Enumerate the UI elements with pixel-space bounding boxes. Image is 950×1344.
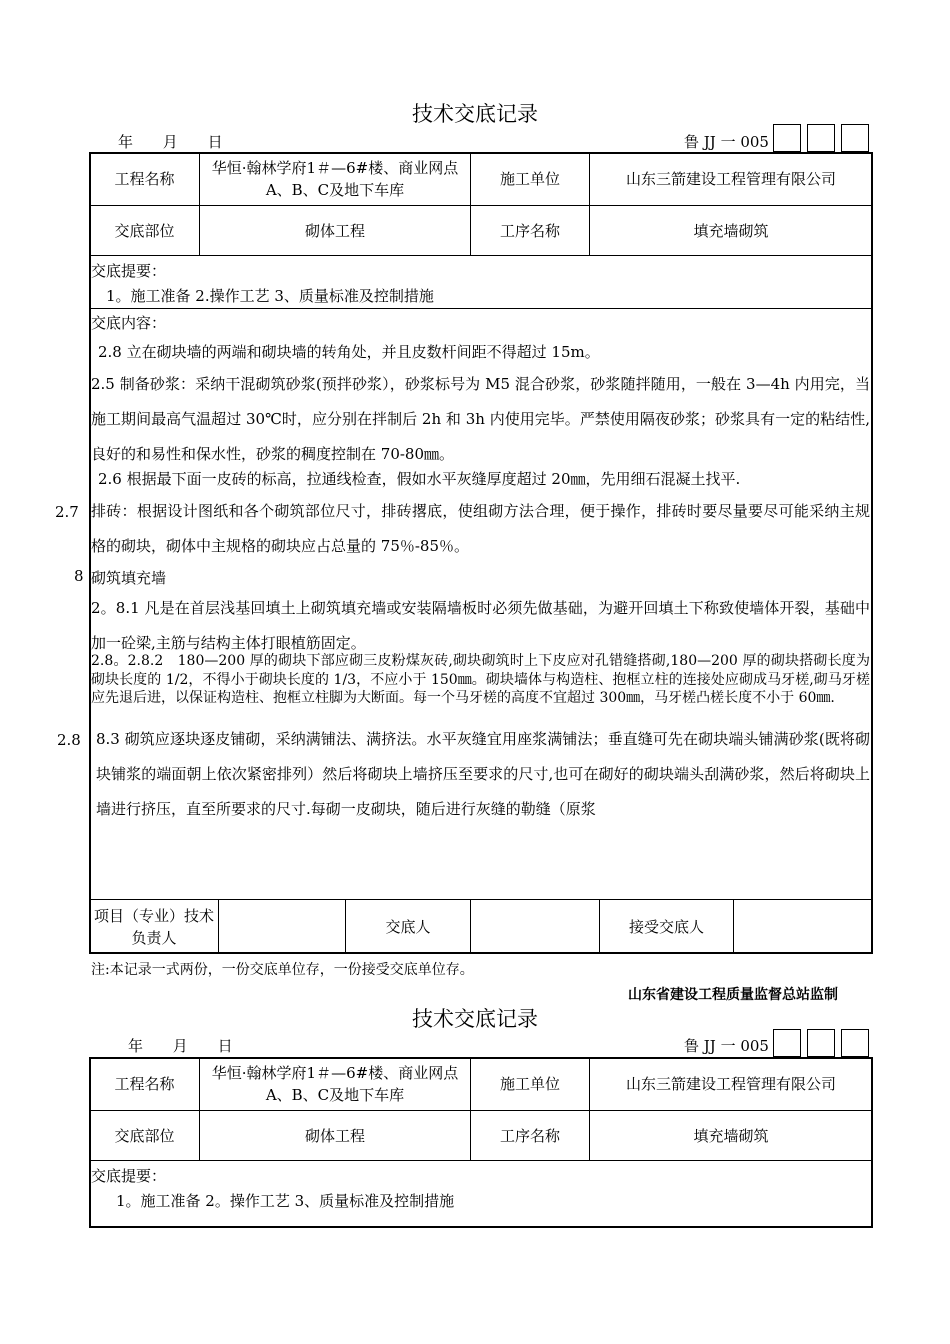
summary-label: 交底提要： <box>91 1167 167 1185</box>
label-process: 工序名称 <box>499 221 560 240</box>
page-title: 技术交底记录 <box>412 102 538 126</box>
supervisor-note: 山东省建设工程质量监督总站监制 <box>628 987 838 1003</box>
paragraph-number: 2.7 <box>55 503 79 521</box>
divider <box>733 899 734 953</box>
code-box <box>841 1029 869 1057</box>
code-box <box>841 124 869 152</box>
divider <box>470 899 471 953</box>
label-receiver: 接受交底人 <box>628 917 704 936</box>
label-construction-unit: 施工单位 <box>499 170 560 188</box>
divider <box>218 899 219 953</box>
form-code: 鲁 JJ 一 005 <box>684 1037 769 1055</box>
content-paragraph <box>91 494 870 564</box>
date-month: 月 <box>172 1037 188 1055</box>
label-part: 交底部位 <box>114 1126 175 1145</box>
label-tech-lead: 项目（专业）技术负责人 <box>93 906 214 947</box>
date-day: 日 <box>217 1037 233 1055</box>
label-process: 工序名称 <box>499 1126 560 1145</box>
value-part: 砌体工程 <box>304 1126 365 1145</box>
content-paragraph: 2.8 立在砌块墙的两端和砌块墙的转角处，并且皮数杆间距不得超过 15m。 <box>98 343 600 361</box>
summary-text: 1。施工准备 2.操作工艺 3、质量标准及控制措施 <box>106 287 434 305</box>
date-line <box>128 1035 233 1056</box>
divider <box>90 308 872 309</box>
value-construction-unit: 山东三箭建设工程管理有限公司 <box>625 1075 836 1093</box>
footnote: 注:本记录一式两份，一份交底单位存，一份接受交底单位存。 <box>91 962 474 978</box>
summary-label: 交底提要： <box>91 262 167 280</box>
date-year: 年 <box>128 1037 144 1055</box>
label-construction-unit: 施工单位 <box>499 1075 560 1093</box>
divider <box>90 255 872 256</box>
date-day: 日 <box>207 133 223 151</box>
paragraph-text: 排砖：根据设计图纸和各个砌筑部位尺寸，排砖撂底，使组砌方法合理，便于操作，排砖时要尽量要尽可能采纳主规格的砌块，砌体中主规格的砌块应占总量的 75％-85％。 <box>91 502 870 555</box>
content-paragraph: 8.3 砌筑应逐块逐皮铺砌，采纳满铺法、满挤法。水平灰缝宜用座浆满铺法；垂直缝可先在砌块端头铺满砂浆(既将砌块铺浆的端面朝上依次紧密排列）然后将砌块上墙挤压至要求的尺寸,也可在砌好的砌块端头刮满砂浆，然后将砌块上墙进行挤压，直至所要求的尺寸.每砌一皮砌块，随后进行灰缝的勒缝（原浆 <box>96 730 870 818</box>
code-box <box>807 1029 835 1057</box>
content-paragraph: 砌筑填充墙 <box>91 569 167 587</box>
form-code: 鲁 JJ 一 005 <box>684 133 769 151</box>
value-process: 填充墙砌筑 <box>693 1126 769 1145</box>
label-project-name: 工程名称 <box>114 170 175 188</box>
date-month: 月 <box>162 133 178 151</box>
value-process: 填充墙砌筑 <box>693 221 769 240</box>
content-paragraph: 2。8.1 凡是在首层浅基回填土上砌筑填充墙或安装隔墙板时必须先做基础，为避开回填土下称致使墙体开裂，基础中加一砼梁,主筋与结构主体打眼植筋固定。 <box>91 599 870 652</box>
divider <box>199 1058 200 1160</box>
label-presenter: 交底人 <box>385 917 431 936</box>
date-line <box>118 131 223 152</box>
code-box <box>773 1029 801 1057</box>
page-title: 技术交底记录 <box>412 1007 538 1031</box>
label-part: 交底部位 <box>114 221 175 240</box>
value-part: 砌体工程 <box>304 221 365 240</box>
value-project-name: 华恒·翰林学府1＃—6#楼、商业网点A、B、C及地下车库 <box>211 1064 459 1104</box>
code-box <box>773 124 801 152</box>
paragraph-number: 8 <box>74 567 84 585</box>
divider <box>199 153 200 255</box>
content-label: 交底内容： <box>91 314 167 332</box>
code-box <box>807 124 835 152</box>
value-project-name: 华恒·翰林学府1＃—6#楼、商业网点A、B、C及地下车库 <box>211 159 459 199</box>
paragraph-number: 2.8 <box>57 731 81 749</box>
label-project-name: 工程名称 <box>114 1075 175 1093</box>
date-year: 年 <box>118 133 134 151</box>
value-construction-unit: 山东三箭建设工程管理有限公司 <box>625 170 836 188</box>
summary-text: 1。施工准备 2。操作工艺 3、质量标准及控制措施 <box>116 1192 455 1210</box>
content-paragraph: 2.8。2.8.2 180—200 厚的砌块下部应砌三皮粉煤灰砖,砌块砌筑时上下皮应对孔错缝搭砌,180—200 厚的砌块搭砌长度为砌块长度的 1/2，不得小于砌块长度的 1/3，不应小于 150㎜。砌块墙体与构造柱、抱框立柱的连接处应砌成马牙槎,砌马牙槎应先退后进，以保证构造柱、抱框立柱脚为大断面。每一个马牙槎的高度不宜超过 300㎜，马牙槎凸槎长度不小于 60㎜. <box>91 653 870 706</box>
content-paragraph: 2.6 根据最下面一皮砖的标高，拉通线检查，假如水平灰缝厚度超过 20㎜，先用细石混凝土找平. <box>98 470 741 488</box>
divider <box>90 1160 872 1161</box>
content-paragraph: 2.5 制备砂浆：采纳干混砌筑砂浆(预拌砂浆），砂浆标号为 M5 混合砂浆，砂浆随拌随用，一般在 3—4h 内用完，当施工期间最高气温超过 30℃时，应分别在拌制后 2h 和 3h 内使用完毕。严禁使用隔夜砂浆；砂浆具有一定的粘结性,良好的和易性和保水性，砂浆的稠度控制在 70-80㎜。 <box>91 375 870 463</box>
